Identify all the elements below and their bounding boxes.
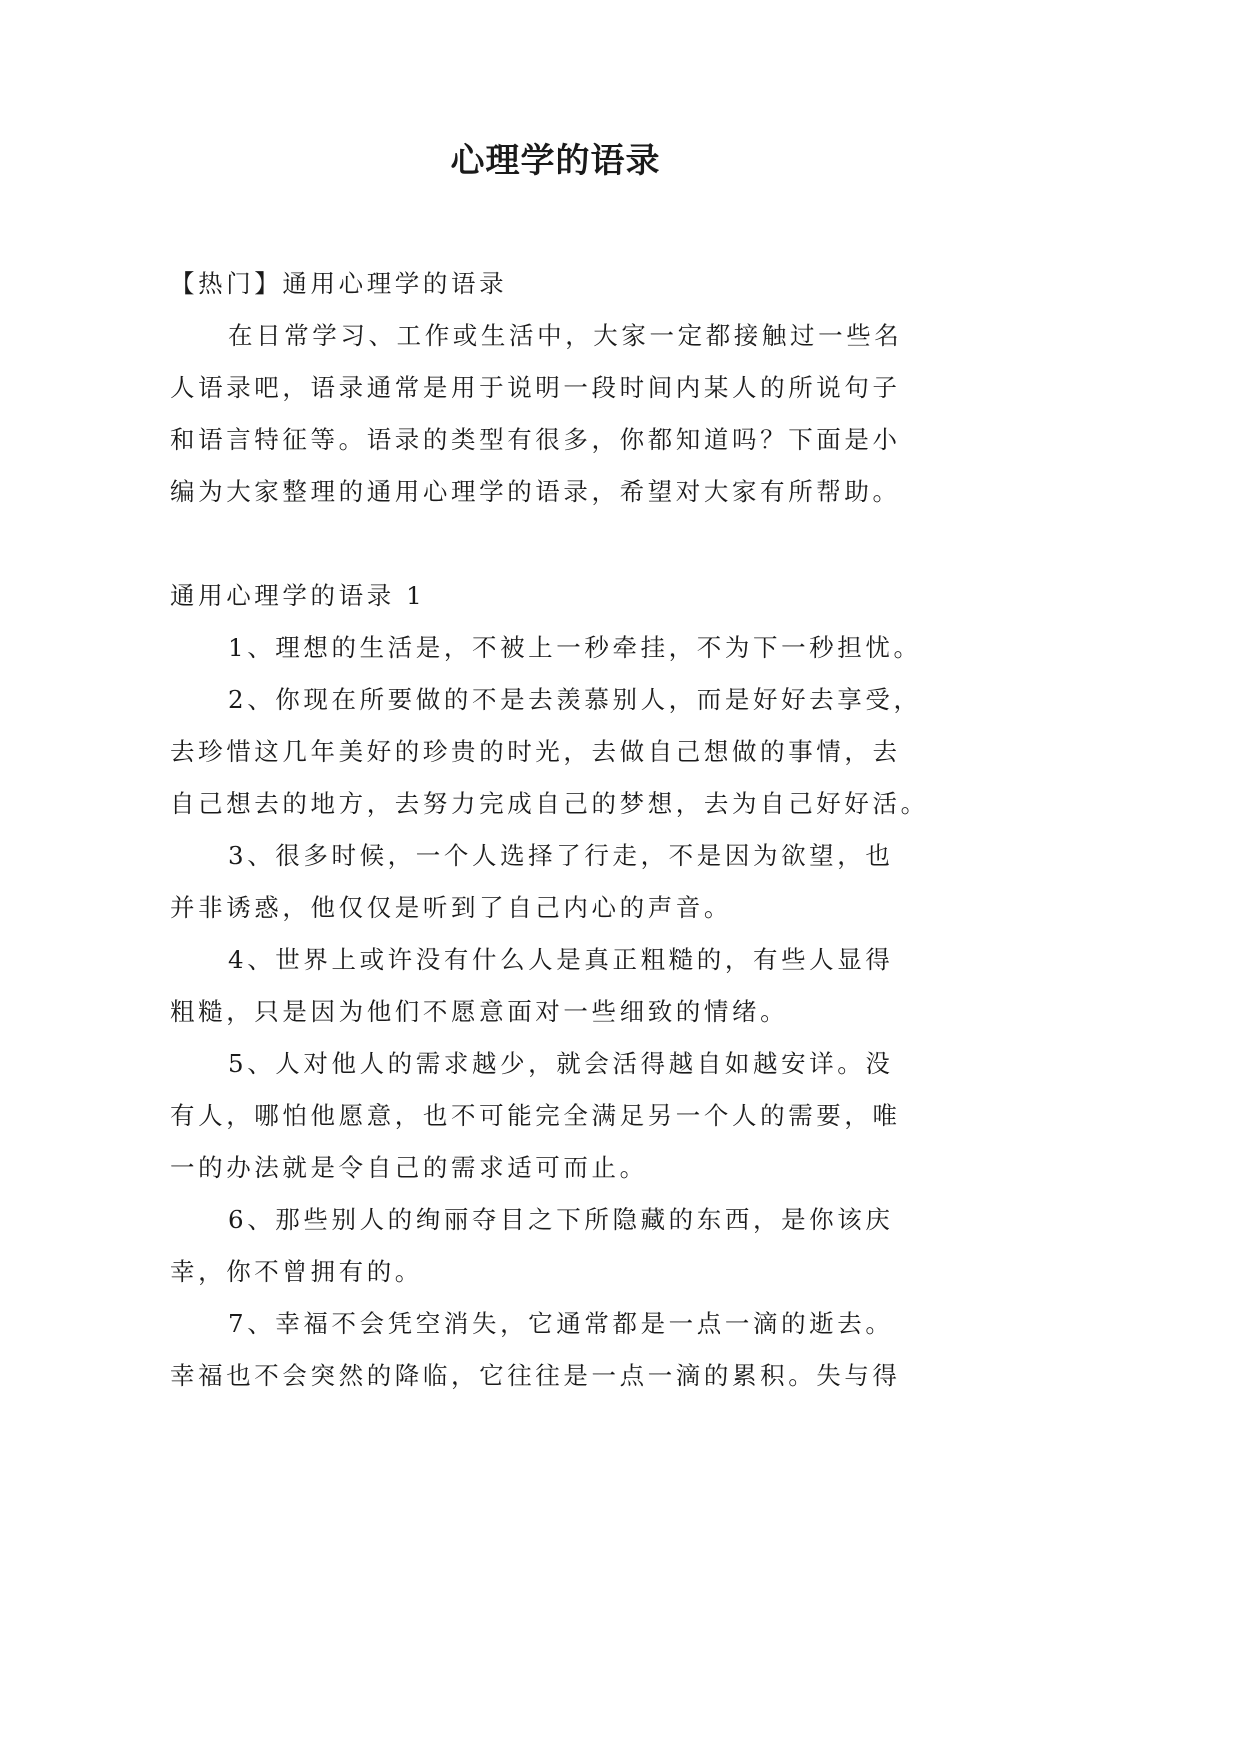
section-heading: 通用心理学的语录 1: [170, 581, 426, 610]
intro-line: 在日常学习、工作或生活中，大家一定都接触过一些名: [228, 321, 903, 350]
quote-line: 有人，哪怕他愿意，也不可能完全满足另一个人的需要，唯: [170, 1101, 901, 1130]
quote-line: 去珍惜这几年美好的珍贵的时光，去做自己想做的事情，去: [170, 737, 901, 766]
document-subtitle: 【热门】通用心理学的语录: [170, 269, 508, 298]
quote-line: 6、那些别人的绚丽夺目之下所隐藏的东西，是你该庆: [228, 1205, 894, 1234]
document-title: 心理学的语录: [450, 141, 661, 181]
quote-line: 并非诱惑，他仅仅是听到了自己内心的声音。: [170, 893, 732, 922]
intro-line: 人语录吧，语录通常是用于说明一段时间内某人的所说句子: [170, 373, 901, 402]
intro-line: 和语言特征等。语录的类型有很多，你都知道吗？下面是小: [170, 425, 901, 454]
quote-line: 1、理想的生活是，不被上一秒牵挂，不为下一秒担忧。: [228, 633, 922, 662]
quote-line: 幸，你不曾拥有的。: [170, 1257, 423, 1286]
quote-line: 3、很多时候，一个人选择了行走，不是因为欲望，也: [228, 841, 894, 870]
quote-line: 5、人对他人的需求越少，就会活得越自如越安详。没: [228, 1049, 894, 1078]
intro-line: 编为大家整理的通用心理学的语录，希望对大家有所帮助。: [170, 477, 901, 506]
quote-line: 幸福也不会突然的降临，它往往是一点一滴的累积。失与得: [170, 1361, 901, 1390]
quote-line: 2、你现在所要做的不是去羡慕别人，而是好好去享受，: [228, 685, 922, 714]
quote-line: 自己想去的地方，去努力完成自己的梦想，去为自己好好活。: [170, 789, 929, 818]
quote-line: 一的办法就是令自己的需求适可而止。: [170, 1153, 648, 1182]
quote-line: 4、世界上或许没有什么人是真正粗糙的，有些人显得: [228, 945, 894, 974]
quote-line: 7、幸福不会凭空消失，它通常都是一点一滴的逝去。: [228, 1309, 894, 1338]
quote-line: 粗糙，只是因为他们不愿意面对一些细致的情绪。: [170, 997, 789, 1026]
